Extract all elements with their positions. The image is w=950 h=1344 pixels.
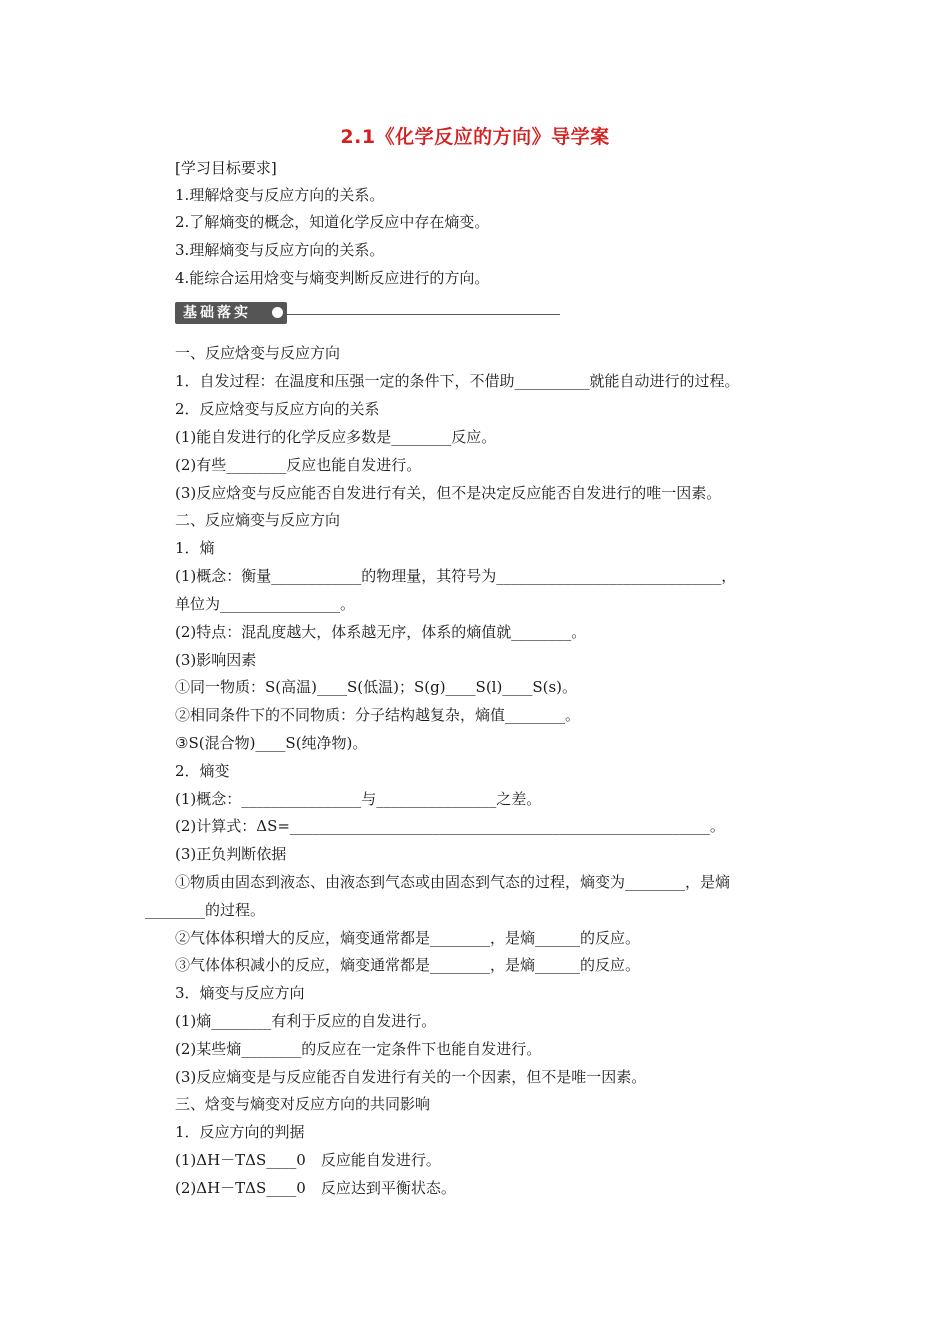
section-banner <box>175 302 560 326</box>
subsection-heading: 2．反应焓变与反应方向的关系 <box>175 400 380 418</box>
text-line: (2)计算式：ΔS=________________________________________________________。 <box>175 817 725 835</box>
text-line: (2)有些________反应也能自发进行。 <box>175 456 422 474</box>
subsection-heading: 2．熵变 <box>175 762 230 780</box>
text-line: (3)正负判断依据 <box>175 845 287 863</box>
text-line: (2)特点：混乱度越大，体系越无序，体系的熵值就________。 <box>175 623 587 641</box>
text-line: (1)概念：________________与________________之差。 <box>175 790 542 808</box>
objectives-header: [学习目标要求] <box>175 159 277 177</box>
text-line: (3)反应焓变与反应能否自发进行有关，但不是决定反应能否自发进行的唯一因素。 <box>175 484 722 502</box>
objective-item: 4.能综合运用焓变与熵变判断反应进行的方向。 <box>175 269 490 287</box>
text-line: ①物质由固态到液态、由液态到气态或由固态到气态的过程，熵变为________，是熵 <box>175 873 731 891</box>
objective-item: 1.理解焓变与反应方向的关系。 <box>175 186 385 204</box>
bullet-dot-icon <box>272 307 283 318</box>
objective-item: 3.理解熵变与反应方向的关系。 <box>175 241 385 259</box>
text-line: (1)概念：衡量____________的物理量，其符号为______________________________， <box>175 567 737 585</box>
text-line: 1．自发过程：在温度和压强一定的条件下，不借助__________就能自动进行的过程。 <box>175 372 740 390</box>
banner-divider <box>287 314 560 315</box>
text-line: ②相同条件下的不同物质：分子结构越复杂，熵值________。 <box>175 706 581 724</box>
text-line: (3)影响因素 <box>175 651 257 669</box>
text-line: (2)ΔH－TΔS____0 反应达到平衡状态。 <box>175 1179 456 1197</box>
text-line: ①同一物质：S(高温)____S(低温)；S(g)____S(l)____S(s)。 <box>175 678 577 696</box>
text-line: ③气体体积减小的反应，熵变通常都是________，是熵______的反应。 <box>175 956 641 974</box>
text-line: ③S(混合物)____S(纯净物)。 <box>175 734 368 752</box>
subsection-heading: 3．熵变与反应方向 <box>175 984 305 1002</box>
objective-item: 2.了解熵变的概念，知道化学反应中存在熵变。 <box>175 213 490 231</box>
subsection-heading: 1．熵 <box>175 539 215 557</box>
text-line: 单位为________________。 <box>175 595 356 613</box>
text-line: (2)某些熵________的反应在一定条件下也能自发进行。 <box>175 1040 542 1058</box>
text-line: (1)能自发进行的化学反应多数是________反应。 <box>175 428 497 446</box>
text-line: (1)熵________有利于反应的自发进行。 <box>175 1012 437 1030</box>
banner-label: 基础落实 <box>183 305 251 321</box>
section-heading: 三、焓变与熵变对反应方向的共同影响 <box>175 1095 431 1113</box>
text-line: (1)ΔH－TΔS____0 反应能自发进行。 <box>175 1151 441 1169</box>
subsection-heading: 1．反应方向的判据 <box>175 1123 305 1141</box>
page-title: 2.1《化学反应的方向》导学案 <box>340 126 610 148</box>
section-heading: 二、反应熵变与反应方向 <box>175 511 341 529</box>
text-line: ________的过程。 <box>145 901 266 919</box>
text-line: ②气体体积增大的反应，熵变通常都是________，是熵______的反应。 <box>175 929 641 947</box>
section-heading: 一、反应焓变与反应方向 <box>175 344 341 362</box>
text-line: (3)反应熵变是与反应能否自发进行有关的一个因素，但不是唯一因素。 <box>175 1068 647 1086</box>
